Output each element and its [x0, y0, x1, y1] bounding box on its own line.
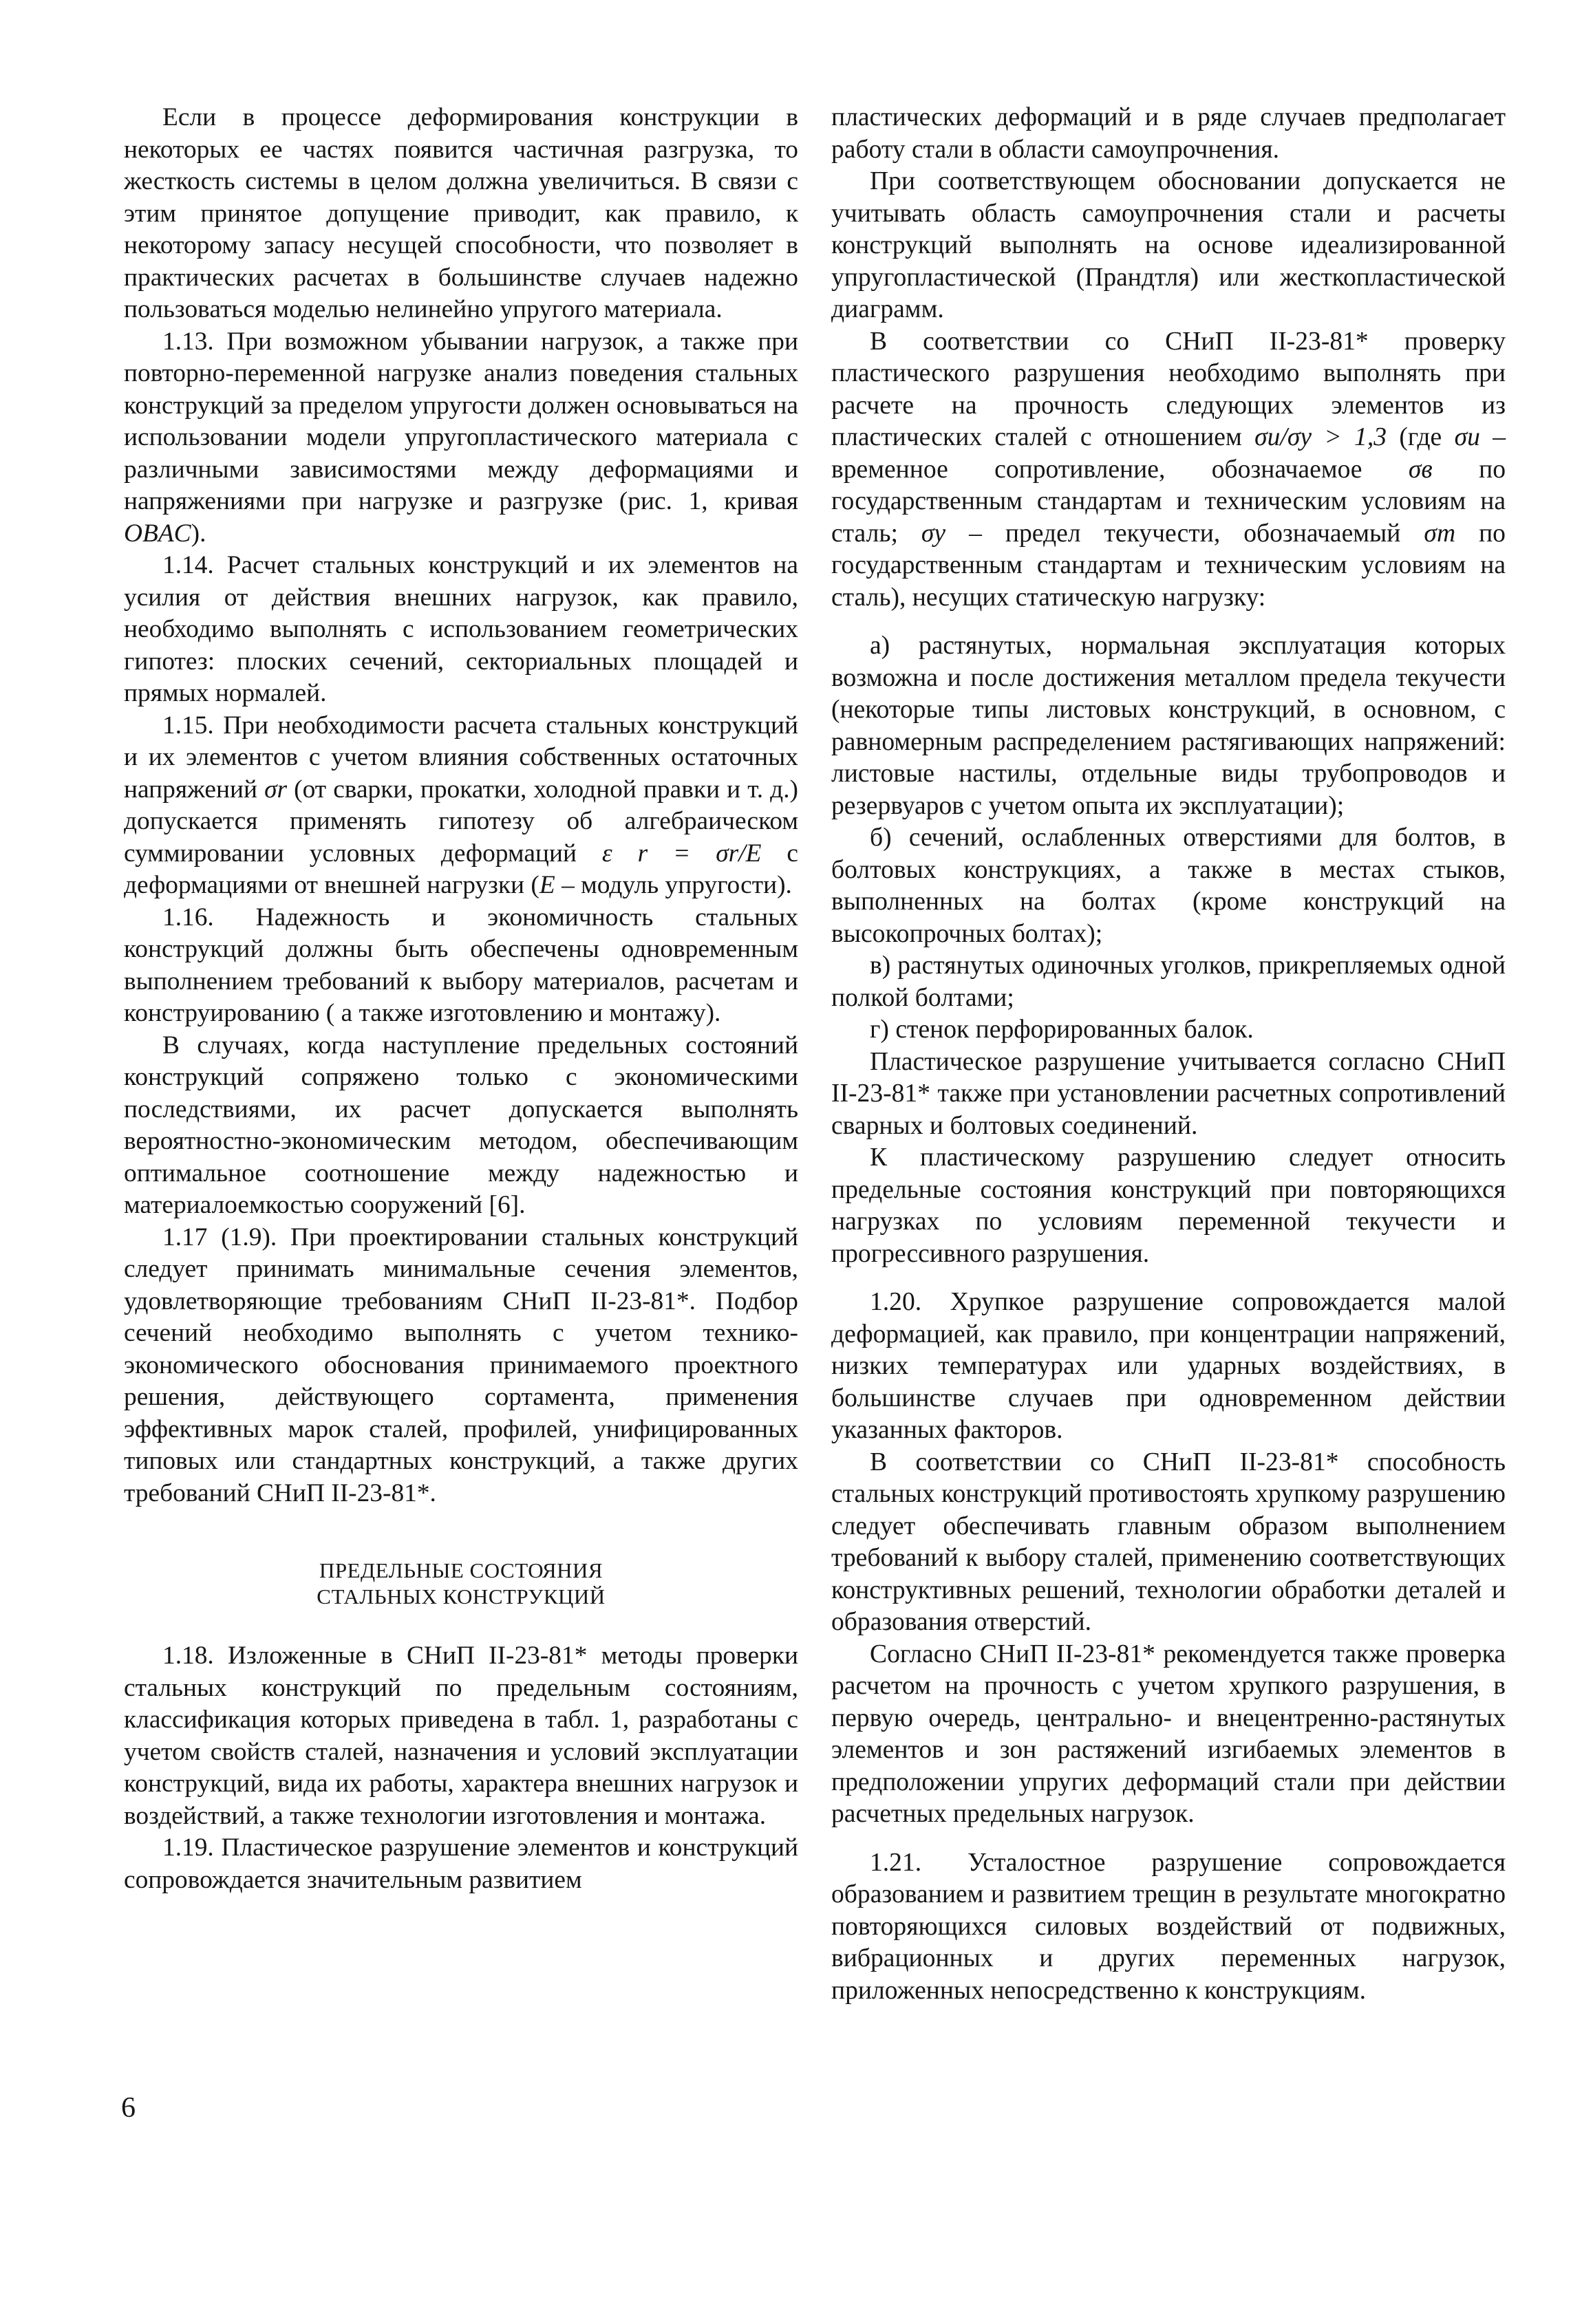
symbol-sigma-r: σr [264, 775, 288, 804]
right-column [831, 102, 1506, 2007]
paragraph-plastic-connections: Пластическое разрушение учитывается согласно СНиП II-23-81* также при установлении расчетных сопротивлений сварных и болтовых соединений. [831, 1047, 1506, 1140]
curve-label: OBAC [124, 519, 191, 548]
list-label: а) [870, 632, 890, 660]
paragraph-brittle-resistance: В соответствии со СНиП II-23-81* способность стальных конструкций противостоять хрупкому разрушению следует обеспечивать главным образом выполнением требований к выбору сталей, применению соответствующих конструктивных решений, технологии обработки деталей и образования отверстий. [831, 1448, 1506, 1636]
symbol-sigma-t: σт [1424, 519, 1456, 548]
paragraph-economic: В случаях, когда наступление предельных состояний конструкций сопряжено только с экономическими последствиями, их расчет допускается выполнять вероятностно-экономическим методом, обеспечивающим оптимальное соотношение между надежностью и материалоемкостью сооружений [6]. [124, 1031, 798, 1219]
paragraph-1-15: 1.15. При необходимости расчета стальных конструкций и их элементов с учетом влияния собственных остаточных напряжений σr (от сварки, прокатки, холодной правки и т. д.) допускается применять гипотезу об алгебраическом суммировании условных деформаций ε r = σr/E с деформациями от внешней нагрузки (E – модуль упругости). [124, 711, 798, 899]
symbol-sigma-v: σв [1408, 455, 1433, 484]
section-heading: ПРЕДЕЛЬНЫЕ СОСТОЯНИЯ СТАЛЬНЫХ КОНСТРУКЦИЙ [317, 1558, 606, 1608]
clause-number: 1.13. [162, 327, 214, 356]
clause-number: 1.14. [162, 551, 214, 579]
paragraph-1-20: 1.20. Хрупкое разрушение сопровождается малой деформацией, как правило, при концентрации напряжений, низких температурах или ударных воздействиях, в большинстве случаев при одновременном действии указанных факторов. [831, 1288, 1506, 1444]
paragraph-1-19: 1.19. Пластическое разрушение элементов и конструкций сопровождается значительным развитием [124, 1833, 798, 1894]
list-item-d: г) стенок перфорированных балок. [870, 1015, 1254, 1044]
list-item-a: а) растянутых, нормальная эксплуатация которых возможна и после достижения металлом предела текучести (некоторые типы листовых конструкций, в основном, с равномерным распределением растягивающих напряжений: листовые настилы, отдельные виды трубопроводов и резервуаров с учетом опыта их эксплуатации); [831, 632, 1506, 820]
clause-number: 1.15. [162, 711, 214, 740]
paragraph-continuation: пластических деформаций и в ряде случаев предполагает работу стали в области самоупрочнения. [831, 103, 1506, 164]
clause-number: 1.17 (1.9). [162, 1223, 277, 1251]
paragraph-1-14: 1.14. Расчет стальных конструкций и их элементов на усилия от действия внешних нагрузок, как правило, необходимо выполнять с использованием геометрических гипотез: плоских сечений, секториальных площадей и прямых нормалей. [124, 551, 798, 707]
symbol-E: E [539, 871, 555, 899]
paragraph-1-16: 1.16. Надежность и экономичность стальных конструкций должны быть обеспечены одновременным выполнением требований к выбору материалов, расчетам и конструированию ( а также изготовлению и монтажу). [124, 903, 798, 1027]
list-item-b: б) сечений, ослабленных отверстиями для болтов, в болтовых конструкциях, а также в местах стыков, выполненных на болтах (кроме конструкций на высокопрочных болтах); [831, 824, 1506, 948]
paragraph-justification: При соответствующем обосновании допускается не учитывать область самоупрочнения стали и расчеты конструкций выполнять на основе идеализированной упругопластической (Прандтля) или жесткопластической диаграмм. [831, 167, 1506, 323]
clause-number: 1.18. [162, 1642, 214, 1670]
paragraph-1-21: 1.21. Усталостное разрушение сопровождается образованием и развитием трещин в результате многократно повторяющихся силовых воздействий от подвижных, вибрационных и других переменных нагрузок, приложенных непосредственно к конструкциям. [831, 1848, 1506, 2005]
paragraph-deformation: Если в процессе деформирования конструкции в некоторых ее частях появится частичная разгрузка, то жесткость системы в целом должна увеличиться. В связи с этим принятое допущение приводит, как правило, к некоторому запасу несущей способности, что позволяет в практических расчетах в большинстве случаев надежно пользоваться моделью нелинейно упругого материала. [124, 103, 798, 323]
formula-strain: ε r = σr/E [601, 839, 762, 868]
list-item-c: в) растянутых одиночных уголков, прикрепляемых одной полкой болтами; [831, 951, 1506, 1012]
paragraph-1-13: 1.13. При возможном убывании нагрузок, а также при повторно-переменной нагрузке анализ поведения стальных конструкций за пределом упругости должен основываться на использовании модели упругопластического материала с различными зависимостями между деформациями и напряжениями при нагрузке и разгрузке (рис. 1, кривая OBAC). [124, 327, 798, 548]
clause-number: 1.19. [162, 1833, 214, 1862]
left-column [124, 102, 798, 1896]
paragraph-1-18: 1.18. Изложенные в СНиП II-23-81* методы проверки стальных конструкций по предельным состояниям, классификация которых приведена в табл. 1, разработаны с учетом свойств сталей, назначения и условий эксплуатации конструкций, вида их работы, характера внешних нагрузок и воздействий, а также технологии изготовления и монтажа. [124, 1642, 798, 1830]
paragraph-brittle-check: Согласно СНиП II-23-81* рекомендуется также проверка расчетом на прочность с учетом хрупкого разрушения, в первую очередь, центрально- и внецентренно-растянутых элементов и зон растяжений изгибаемых элементов в предположении упругих деформаций стали при действии расчетных предельных нагрузок. [831, 1639, 1506, 1828]
symbol-sigma-u: σu [1454, 423, 1480, 451]
paragraph-1-17: 1.17 (1.9). При проектировании стальных конструкций следует принимать минимальные сечения элементов, удовлетворяющие требованиям СНиП II-23-81*. Подбор сечений необходимо выполнять с учетом технико-экономического обоснования принимаемого проектного решения, действующего сортамента, применения эффективных марок сталей, профилей, унифицированных типовых или стандартных конструкций, а также других требований СНиП II-23-81*. [124, 1223, 798, 1507]
list-label: в) [870, 951, 891, 980]
formula-ratio: σu/σy > 1,3 [1254, 423, 1387, 451]
list-label: б) [870, 824, 892, 852]
symbol-sigma-y: σy [921, 519, 946, 548]
page-number: 6 [121, 2092, 136, 2124]
clause-number: 1.16. [162, 903, 214, 932]
list-label: г) [870, 1015, 889, 1044]
paragraph-snip-plastic: В соответствии со СНиП II-23-81* проверку пластического разрушения необходимо выполнять при расчете на прочность следующих элементов из пластических сталей с отношением σu/σy > 1,3 (где σu – временное сопротивление, обозначаемое σв по государственным стандартам и техническим условиям на сталь; σy – предел текучести, обозначаемый σт по государственным стандартам и техническим условиям на сталь), несущих статическую нагрузку: [831, 327, 1506, 612]
paragraph-plastic-limit: К пластическому разрушению следует относить предельные состояния конструкций при повторяющихся нагрузках по условиям переменной текучести и прогрессивного разрушения. [831, 1143, 1506, 1268]
clause-number: 1.20. [870, 1288, 922, 1316]
clause-number: 1.21. [870, 1848, 922, 1877]
